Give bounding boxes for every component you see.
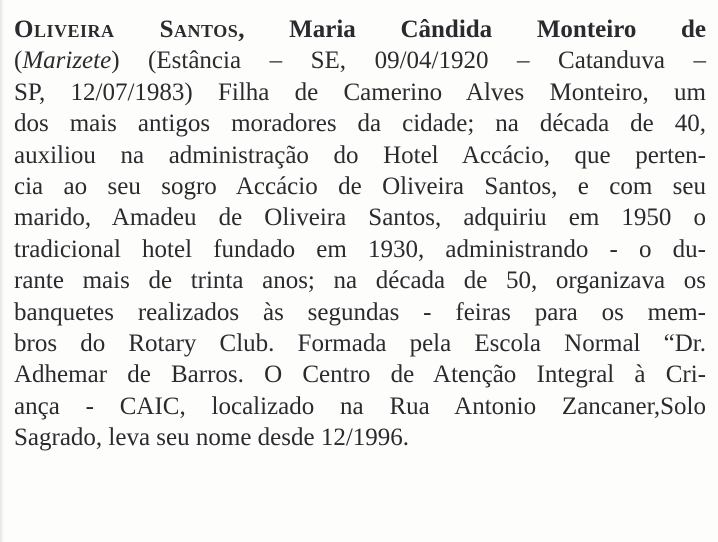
entry-text-line: cia ao seu sogro Accácio de Oliveira Santos, e com seu <box>14 172 706 200</box>
entry-nickname: Marizete <box>22 47 112 75</box>
entry-given-names: Maria Cândida Monteiro de <box>289 16 707 43</box>
entry-heading-line <box>14 14 706 45</box>
biographical-entry <box>14 14 706 453</box>
entry-heading-comma: , <box>238 16 245 43</box>
entry-text-line: tradicional hotel fundado em 1930, administrando - o du- <box>14 235 706 263</box>
entry-surname: Oliveira Santos <box>14 16 239 43</box>
page-edge-shadow <box>0 0 4 542</box>
entry-text-line-last: Sagrado, leva seu nome desde 12/1996. <box>14 424 410 452</box>
entry-text-line: bros do Rotary Club. Formada pela Escola Normal “Dr. <box>14 329 706 357</box>
entry-text-line <box>14 45 706 76</box>
entry-text-line: SP, 12/07/1983) Filha de Camerino Alves Monteiro, um <box>14 78 706 106</box>
entry-text-line: ança - CAIC, localizado na Rua Antonio Zancaner,Solo <box>14 392 706 420</box>
nickname-open-paren: ( <box>14 47 23 75</box>
entry-text-line: rante mais de trinta anos; na década de 50, organizava os <box>14 267 706 295</box>
entry-text-line: auxiliou na administração do Hotel Accácio, que perten- <box>14 141 706 169</box>
entry-text-segment: ) (Estância – SE, 09/04/1920 – Catanduva – <box>111 47 706 75</box>
entry-text-line: banquetes realizados às segundas - feiras para os mem- <box>14 298 706 326</box>
entry-text-line: Adhemar de Barros. O Centro de Atenção Integral à Cri- <box>14 361 706 389</box>
entry-text-line: marido, Amadeu de Oliveira Santos, adquiriu em 1950 o <box>14 204 706 232</box>
entry-text-line: dos mais antigos moradores da cidade; na década de 40, <box>14 110 706 138</box>
